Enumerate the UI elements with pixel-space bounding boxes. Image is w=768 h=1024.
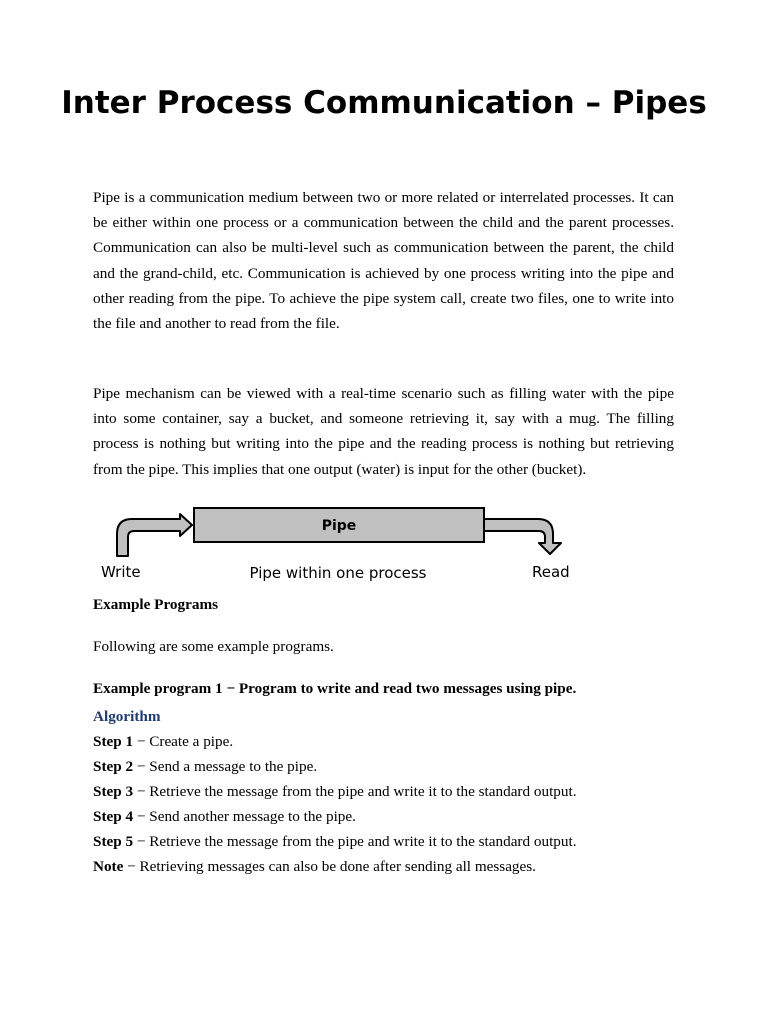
step-label: Step 3: [93, 783, 134, 800]
pipe-diagram: [92, 502, 592, 588]
note-label: Note: [93, 858, 124, 875]
page-title: Inter Process Communication – Pipes: [61, 85, 707, 121]
intro-paragraph: Pipe is a communication medium between two or more related or interrelated processes. It can be either within one process or a communication between the child and the parent processes. Communication can also be multi-level such as communication between the parent, the child and the grand-child, etc. Communication is achieved by one process writing into the pipe and other reading from the pipe. To achieve the pipe system call, create two files, one to write into the file and another to read from the file.: [93, 189, 674, 333]
examples-intro: Following are some example programs.: [93, 638, 334, 655]
program1-heading: Example program 1 − Program to write and read two messages using pipe.: [93, 680, 577, 697]
step-label: Step 2: [93, 758, 134, 775]
write-label: Write: [101, 563, 141, 581]
step-label: Step 4: [93, 808, 134, 825]
analogy-paragraph: Pipe mechanism can be viewed with a real-time scenario such as filling water with the pipe into some container, say a bucket, and someone retrieving it, say with a mug. The filling process is nothing but writing into the pipe and the reading process is nothing but retrieving from the pipe. This implies that one output (water) is input for the other (bucket).: [93, 385, 674, 478]
step-text: − Retrieve the message from the pipe and write it to the standard output.: [133, 783, 577, 800]
pipe-caption: Pipe within one process: [249, 564, 427, 582]
pipe-label: Pipe: [321, 518, 357, 534]
step-text: − Send a message to the pipe.: [133, 758, 318, 775]
step-item: [93, 757, 317, 777]
read-arrow-icon: [484, 519, 561, 554]
step-text: − Create a pipe.: [133, 733, 234, 750]
step-text: − Retrieve the message from the pipe and write it to the standard output.: [133, 833, 577, 850]
note-item: [93, 857, 536, 877]
algorithm-heading: Algorithm: [93, 708, 161, 725]
write-arrow-icon: [117, 514, 192, 556]
step-item: [93, 732, 233, 752]
step-text: − Send another message to the pipe.: [133, 808, 356, 825]
step-item: [93, 782, 577, 802]
step-label: Step 1: [93, 733, 134, 750]
step-item: [93, 807, 356, 827]
read-label: Read: [532, 563, 570, 581]
note-text: − Retrieving messages can also be done after sending all messages.: [123, 858, 536, 875]
step-label: Step 5: [93, 833, 134, 850]
step-item: [93, 832, 577, 852]
examples-heading: Example Programs: [93, 596, 219, 613]
